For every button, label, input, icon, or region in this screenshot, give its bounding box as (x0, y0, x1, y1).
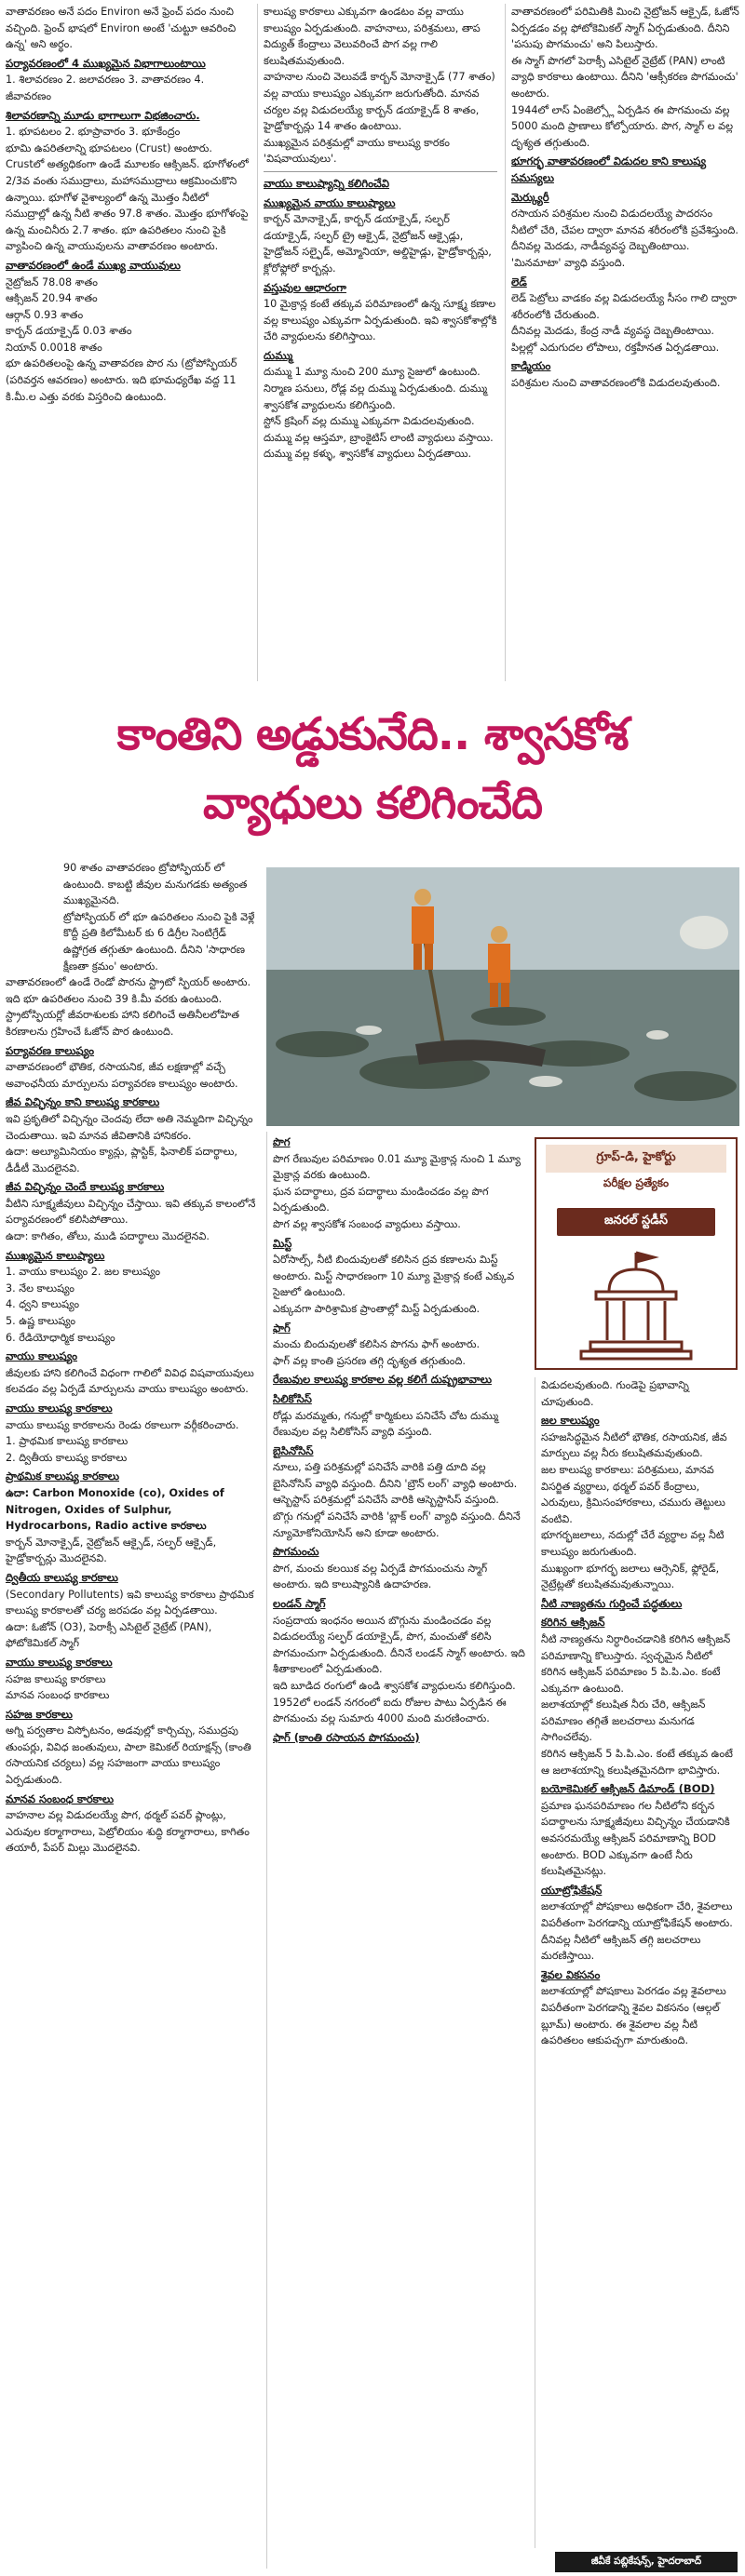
section-heading: జీవ విచ్ఛిన్నం చెందే కాలుష్య కారకాలు (6, 1180, 165, 1194)
body-paragraph: సహజసిద్ధమైన నీటిలో భౌతిక, రసాయనిక, జీవ మార్పులు వల్ల నీరు కలుషితమవుతుంది. (541, 1430, 727, 1460)
body-paragraph: దీనివల్ల నీటిలో ఆక్సిజన్ తగ్గి జలచరాలు మరణిస్తాయి. (541, 1933, 701, 1963)
body-paragraph: ముఖ్యమైన పరిశ్రమల్లో వాయు కాలుష్య కారకం 'విషవాయువులు'. (264, 136, 450, 166)
body-paragraph: రసాయన పరిశ్రమల నుంచి విడుదలయ్యే పాదరసం నీటిలో చేరి, చేపల ద్వారా మానవ శరీరంలోకి ప్రవేశిస్తుంది. దీనివల్ల మెదడు, నాడీవ్యవస్థ దెబ్బతింటాయి. 'మినమాటా' వ్యాధి వస్తుంది. (511, 208, 738, 269)
section-heading: ముఖ్యమైన కాలుష్యాలు (6, 1248, 105, 1262)
body-paragraph: నూలు, పత్తి పరిశ్రమల్లో పనిచేసే వారికి పత్తి దూది వల్ల బైసినోసిస్ వ్యాధి వస్తుంది. దీనిని 'బ్రౌన్ లంగ్' వ్యాధి అంటారు. (273, 1461, 518, 1490)
body-paragraph: ఘన పదార్థాలు, ద్రవ పదార్థాలు మండించడం వల్ల పొగ ఏర్పడుతుంది. (273, 1185, 489, 1214)
body-paragraph: జలాశయాల్లో పోషకాలు అధికంగా చేరి, శైవలాలు విపరీతంగా పెరగడాన్ని యూట్రోఫికేషన్ అంటారు. (541, 1900, 733, 1929)
headline-line-1: కాంతిని అడ్డుకునేది.. శ్వాసకోశ (116, 708, 629, 760)
list-item: సహజ కాలుష్య కారకాలు మానవ సంబంధ కారకాలు (6, 1672, 110, 1702)
section-heading: శైవల వికసనం (541, 1967, 601, 1981)
section-heading: లండన్ స్మాగ్ (273, 1597, 326, 1611)
gas-list: నైట్రోజన్ 78.08 శాతం ఆక్సిజన్ 20.94 శాతం ఆర్గాన్ 0.93 శాతం కార్బన్ డయాక్సైడ్ 0.03 శాతం నియాన్ 0.0018 శాతం (6, 275, 132, 354)
body-paragraph: రోడ్లు మరమ్మతు, గనుల్లో కార్మికులు పనిచేసే చోట దుమ్ము రేణువుల వల్ల సిలికోసిస్ వ్యాధి వస్తుంది. (273, 1409, 499, 1439)
intro-paragraph: వాతావరణం అనే పదం Environ అనే ఫ్రెంచ్ పదం నుంచి వచ్చింది. ఫ్రెంచ్ భాషలో Environ అంటే 'చుట్టూ ఆవరించి ఉన్న' అని అర్థం. (6, 6, 237, 51)
example-text: ఉదా: కాగితం, తోలు, ముడి పదార్థాలు మొదలైనవి. (6, 1230, 210, 1243)
body-paragraph: జలాశయాల్లో పోషకాలు పెరగడం వల్ల శైవలాలు విపరీతంగా పెరగడాన్ని శైవల వికసనం (ఆల్గల్ బ్లూమ్) అంటారు. ఈ శైవలాల వల్ల నీటి ఉపరితలం ఆకుపచ్చగా మారుతుంది. (541, 1985, 726, 2047)
topic-box-line-3: జనరల్ స్టడీస్ (557, 1208, 715, 1236)
body-paragraph: 1952లో లండన్ నగరంలో ఐదు రోజుల పాటు ఏర్పడిన ఈ పొగమంచు వల్ల సుమారు 4000 మంది మరణించారు. (273, 1696, 507, 1725)
top-column-1 (6, 4, 250, 681)
body-paragraph: పొగ వల్ల శ్వాసకోశ సంబంధ వ్యాధులు వస్తాయి. (273, 1217, 461, 1230)
bottom-column-2 (266, 1132, 527, 2569)
body-paragraph: వాతావరణంలో భౌతిక, రసాయనిక, జీవ లక్షణాల్లో వచ్చే అవాంఛనీయ మార్పులను పర్యావరణ కాలుష్యం అంటారు. (6, 1061, 238, 1090)
section-heading: నీటి నాణ్యతను గుర్తించే పద్ధతులు (541, 1596, 683, 1610)
example-text: ఉదా: Carbon Monoxide (co), Oxides of Nitrogen, Oxides of Sulphur, Hydrocarbons, Radio active కారకాలు (6, 1486, 224, 1533)
section-heading: శిలావరణాన్ని మూడు భాగాలుగా విభజించారు. (6, 108, 200, 122)
section-heading: వాయు కాలుష్య కారకాలు (6, 1402, 113, 1415)
body-paragraph: విడుదలవుతుంది. గుండెపై ప్రభావాన్ని చూపుతుంది. (541, 1379, 689, 1408)
section-heading: పర్యావరణంలో 4 ముఖ్యమైన విభాగాలుంటాయి (6, 56, 206, 70)
body-paragraph: భూ ఉపరితలంపై ఉన్న వాతావరణ పొర ను (ట్రోపోస్ఫియర్ (పరివర్తన ఆవరణం) అంటారు. ఇది భూమధ్యరేఖ వద్ద 11 కి.మీ.ల ఎత్తు వరకు విస్తరించి ఉంటుంది. (6, 357, 237, 403)
section-heading: ముఖ్యమైన వాయు కాలుష్యాలు (264, 195, 396, 209)
body-paragraph: జల కాలుష్య కారకాలు: పరిశ్రమలు, మానవ విసర్జిత వ్యర్థాలు, థర్మల్ పవర్ కేంద్రాలు, ఎరువులు, క్రిమిసంహారకాలు, చమురు తెట్టులు వంటివి. (541, 1463, 725, 1525)
body-paragraph: లెడ్ పెట్రోలు వాడకం వల్ల విడుదలయ్యే సీసం గాలి ద్వారా శరీరంలోకి చేరుతుంది. (511, 292, 737, 321)
body-paragraph: నీటి నాణ్యతను నిర్ధారించడానికి కరిగిన ఆక్సిజన్ పరిమాణాన్ని కొలుస్తారు. స్వచ్ఛమైన నీటిలో కరిగిన ఆక్సిజన్ పరిమాణం 5 పి.పి.ఎం. కంటే ఎక్కువగా ఉంటుంది. (541, 1632, 731, 1695)
body-paragraph: భూగర్భజలాలు, నదుల్లో చేరే వ్యర్థాల వల్ల నీటి కాలుష్యం జరుగుతుంది. (541, 1529, 725, 1558)
section-heading: సహజ కారకాలు (6, 1707, 73, 1721)
body-paragraph: భూమి ఉపరితలాన్ని భూపటలం (Crust) అంటారు. Crustలో అత్యధికంగా ఉండే మూలకం ఆక్సిజన్. భూగోళంలో 2/3వ వంతు సముద్రాలు, మహాసముద్రాలు ఆక్రమించుకొని ఉన్నాయి. భూగోళ వైశాల్యంలో ఉన్న మొత్తం నీటిలో సముద్రాల్లో ఉన్న నీటి శాతం 97.8 శాతం. మొత్తం భూగోళంపై ఉన్న మంచినీరు 2.7 శాతం. భూ ఉపరితలం నుంచి పైకి వ్యాపించి ఉన్న వాయువులను వాతావరణం అంటారు. (6, 141, 249, 253)
body-paragraph: వాతావరణంలో పరిమితికి మించి నైట్రోజన్ ఆక్సైడ్, ఓజోన్ ఏర్పడడం వల్ల ఫోటోకెమికల్ స్మాగ్ ఏర్పడుతుంది. దీనిని 'పసుపు పొగమంచు' అని పిలుస్తారు. (511, 6, 739, 51)
section-heading: మిస్ట్ (273, 1236, 292, 1250)
body-paragraph: ఎక్కువగా పారిశ్రామిక ప్రాంతాల్లో మిస్ట్ ఏర్పడుతుంది. (273, 1302, 481, 1315)
photo-illustration (266, 867, 739, 1126)
body-paragraph: ముఖ్యంగా భూగర్భ జలాలు ఆర్సెనిక్, ఫ్లోరైడ్, నైట్రేట్లతో కలుషితమవుతున్నాయి. (541, 1562, 720, 1591)
body-paragraph: వాహనాల వల్ల విడుదలయ్యే పొగ, థర్మల్ పవర్ ప్లాంట్లు, ఎరువుల కర్మాగారాలు, పెట్రోలియం శుద్ధి కర్మాగారాలు, కాగితం తయారీ, పేపర్ మిల్లు మొదలైనవి. (6, 1809, 250, 1855)
body-paragraph: వాహనాల నుంచి వెలువడే కార్బన్ మోనాక్సైడ్ (77 శాతం) వల్ల వాయు కాలుష్యం ఎక్కువగా జరుగుతోంది. మానవ చర్యల వల్ల విడుదలయ్యే కార్బన్ డయాక్సైడ్ 8 శాతం, హైడ్రోకార్బన్లు 14 శాతం ఉంటాయి. (264, 71, 495, 133)
bottom-column-1 (6, 860, 259, 2569)
body-paragraph: పొగ, మంచు కలయిక వల్ల ఏర్పడే పొగమంచును స్మాగ్ అంటారు. ఇది కాలుష్యానికి ఉదాహరణ. (273, 1562, 488, 1591)
headline-line-2: వ్యాధులు కలిగించేది (202, 777, 543, 829)
body-paragraph: జలాశయాల్లో కలుషిత నీరు చేరి, ఆక్సిజన్ పరిమాణం తగ్గితే జలచరాలు మనుగడ సాగించలేవు. (541, 1698, 706, 1744)
body-paragraph: సంప్రదాయ ఇంధనం అయిన బొగ్గును మండించడం వల్ల విడుదలయ్యే సల్ఫర్ డయాక్సైడ్, పొగ, మంచుతో కలిసి పొగమంచుగా ఏర్పడుతుంది. దీనినే లండన్ స్మాగ్ అంటారు. ఇది శీతాకాలంలో ఏర్పడుతుంది. (273, 1614, 525, 1676)
body-paragraph: ఆస్బెస్టాస్ పరిశ్రమల్లో పనిచేసే వారికి ఆస్బెస్టాసిస్ వస్తుంది. (273, 1494, 499, 1507)
section-heading: ఫాగ్ (కాంతి రసాయన పొగమంచు) (273, 1730, 420, 1744)
section-heading: సిలికోసిస్ (273, 1391, 312, 1405)
body-paragraph: కార్బన్ మోనాక్సైడ్, నైట్రోజన్ ఆక్సైడ్, సల్ఫర్ ఆక్సైడ్, హైడ్రోకార్బన్లు మొదలైనవి. (6, 1536, 217, 1565)
body-paragraph: వీటిని సూక్ష్మజీవులు విచ్ఛిన్నం చేస్తాయి. ఇవి తక్కువ కాలంలోనే పర్యావరణంలో కలిసిపోతాయి. (6, 1197, 256, 1227)
body-paragraph: ట్రోపోస్ఫియర్ లో భూ ఉపరితలం నుంచి పైకి వెళ్లే కొద్దీ ప్రతి కిలోమీటర్ కు 6 డిగ్రీల సెంటిగ్రేడ్ ఉష్ణోగ్రత తగ్గుతూ ఉంటుంది. దీనిని 'సాధారణ క్షీణతా క్రమం' అంటారు. (63, 910, 255, 973)
pollution-type-list: 1. వాయు కాలుష్యం 2. జల కాలుష్యం 3. నేల కాలుష్యం 4. ధ్వని కాలుష్యం 5. ఉష్ణ కాలుష్యం 6. రేడియోధార్మిక కాలుష్యం (6, 1266, 161, 1344)
body-paragraph: మంచు బిందువులతో కలిసిన పొగను ఫాగ్ అంటారు. (273, 1338, 481, 1351)
body-paragraph: 1944లో లాస్ ఏంజెల్స్లో ఏర్పడిన ఈ పొగమంచు వల్ల 5000 మంది ప్రాణాలు కోల్పోయారు. పొగ, స్మాగ్ ల వల్ల దృశ్యత తగ్గుతుంది. (511, 103, 734, 149)
section-heading: ద్వితీయ కాలుష్య కారకాలు (6, 1570, 118, 1584)
body-paragraph: స్టోన్ క్రషింగ్ వల్ల దుమ్ము ఎక్కువగా విడుదలవుతుంది. దుమ్ము వల్ల ఆస్తమా, బ్రాంకైటిస్ లాంటి వ్యాధులు వస్తాయి. (264, 415, 494, 444)
body-paragraph: కరిగిన ఆక్సిజన్ 5 పి.పి.ఎం. కంటే తక్కువ ఉంటే ఆ జలాశయాన్ని కలుషితమైనదిగా భావిస్తారు. (541, 1748, 733, 1777)
body-paragraph: పొగ రేణువుల పరిమాణం 0.01 మ్యూ మైక్రాన్ల నుంచి 1 మ్యూ మైక్రాన్ల వరకు ఉంటుంది. (273, 1152, 522, 1182)
topic-box-line-2: పరీక్షల ప్రత్యేకం (603, 1176, 670, 1189)
body-paragraph: అగ్ని పర్వతాల విస్ఫోటనం, అడవుల్లో కార్చిచ్చు, సముద్రపు తుంపర్లు, వివిధ జంతువులు, పాలా కెమికల్ రియాక్షన్స్ (కాంతి రసాయనిక చర్యలు) వల్ల సహజంగా వాయు కాలుష్యం ఏర్పడుతుంది. (6, 1724, 251, 1787)
section-heading: ప్రాథమిక కాలుష్య కారకాలు (6, 1469, 119, 1483)
publisher-credit: జీవీకే పబ్లికేషన్స్, హైదరాబాద్ (555, 2552, 738, 2572)
headline (0, 691, 745, 847)
section-heading: యూట్రోఫికేషన్ (541, 1883, 603, 1897)
section-heading: వస్తువుల ఆధారంగా (264, 280, 346, 294)
topic-box (535, 1137, 738, 1370)
body-paragraph: ఏరోసాల్స్, నీటి బిందువులతో కలిసిన ద్రవ కణాలను మిస్ట్ అంటారు. మిస్ట్ సాధారణంగా 10 మ్యూ మైక్రాన్ల కంటే ఎక్కువ సైజులో ఉంటుంది. (273, 1254, 515, 1299)
section-heading: పర్యావరణ కాలుష్యం (6, 1043, 95, 1057)
body-paragraph: దీనివల్ల మెదడు, కేంద్ర నాడీ వ్యవస్థ దెబ్బతింటాయి. పిల్లల్లో ఎదుగుదల లోపాలు, రక్తహీనత ఏర్పడతాయి. (511, 325, 720, 354)
section-heading: పొగ (273, 1135, 291, 1148)
body-paragraph: ఇవి ప్రకృతిలో విచ్ఛిన్నం చెందవు లేదా అతి నెమ్మదిగా విచ్ఛిన్నం చెందుతాయి. ఇవి మానవ జీవితానికి హానికరం. (6, 1112, 253, 1142)
section-heading: కాడ్మియం (511, 359, 551, 373)
section-heading: రేణువుల కాలుష్య కారకాల వల్ల కలిగే దుష్ప్రభావాలు (273, 1373, 492, 1387)
body-paragraph: కాలుష్య కారకాలు ఎక్కువగా ఉండటం వల్ల వాయు కాలుష్యం ఏర్పడుతుంది. వాహనాలు, పరిశ్రమలు, తాప విద్యుత్ కేంద్రాలు వెలువరించే పొగ వల్ల గాలి కలుషితమవుతుంది. (264, 6, 481, 67)
section-heading: ఫాగ్ (273, 1321, 291, 1335)
body-paragraph: 90 శాతం వాతావరణం ట్రోపోస్ఫియర్ లో ఉంటుంది. కాబట్టి జీవుల మనుగడకు అత్యంత ముఖ్యమైనది. (63, 862, 248, 907)
section-heading: బైసినోసిస్ (273, 1443, 314, 1457)
topic-box-line-1: గ్రూప్-డి, హైకోర్టు (546, 1145, 726, 1173)
body-paragraph: బొగ్గు గనుల్లో పనిచేసే వారికి 'బ్లాక్ లంగ్' వ్యాధి వస్తుంది. దీనినే న్యూమోకోనియోసిస్ అని కూడా అంటారు. (273, 1510, 521, 1539)
section-heading: వాతావరణంలో ఉండే ముఖ్య వాయువులు (6, 258, 181, 272)
section-heading: బయోకెమికల్ ఆక్సిజన్ డిమాండ్ (BOD) (541, 1782, 715, 1796)
body-paragraph: ఈ స్మాగ్ పొగలో పెరాక్సీ ఎసిటైల్ నైట్రేట్ (PAN) లాంటి వ్యాధి కారకాలు ఉంటాయి. దీనిని 'ఆక్సీకరణ పొగమంచు' అంటారు. (511, 54, 738, 100)
section-heading: పొగమంచు (273, 1545, 319, 1559)
body-paragraph: పరిశ్రమల నుంచి వాతావరణంలోకి విడుదలవుతుంది. (511, 377, 721, 390)
example-text: ఉదా: ఓజోన్ (O3), పెరాక్సీ ఎసిటైల్ నైట్రేట్ (PAN), ఫోటోకెమికల్ స్మాగ్ (6, 1620, 212, 1650)
body-paragraph: దుమ్ము వల్ల కళ్ళు, శ్వాసకోశ వ్యాధులు ఏర్పడతాయి. (264, 448, 472, 461)
top-column-2 (257, 4, 497, 681)
section-heading: లెడ్ (511, 275, 527, 288)
top-column-3 (505, 4, 739, 681)
government-building-icon (574, 1249, 698, 1362)
section-heading: వాయు కాలుష్య కారకాలు (6, 1655, 113, 1669)
body-paragraph: ప్రమాణ ఘనపరిమాణం గల నీటిలోని కర్బన పదార్థాలను సూక్ష్మజీవులు విచ్ఛిన్నం చేయడానికి అవసరమయ్యే ఆక్సిజన్ పరిమాణాన్ని BOD అంటారు. BOD ఎక్కువగా ఉంటే నీరు కలుషితమైనట్లు. (541, 1799, 730, 1878)
section-heading: దుమ్ము (264, 348, 293, 362)
bottom-column-3 (535, 1377, 739, 2548)
list-item: 1. ప్రాథమిక కాలుష్య కారకాలు 2. ద్వితీయ కాలుష్య కారకాలు (6, 1435, 129, 1464)
section-heading: జీవ విచ్ఛిన్నం కాని కాలుష్య కారకాలు (6, 1095, 160, 1109)
body-paragraph: కార్బన్ మోనాక్సైడ్, కార్బన్ డయాక్సైడ్, సల్ఫర్ డయాక్సైడ్, సల్ఫర్ ట్రై ఆక్సైడ్, నైట్రోజన్ ఆక్సైడ్లు, హైడ్రోజన్ సల్ఫైడ్, అమ్మోనియా, అల్డిహైడ్లు, హైడ్రోకార్బన్లు, క్లోరోఫ్లోరో కార్బన్లు. (264, 213, 492, 275)
body-paragraph: ఫాగ్ వల్ల కాంతి ప్రసరణ తగ్గి దృశ్యత తగ్గుతుంది. (273, 1354, 466, 1367)
section-heading: కరిగిన ఆక్సిజన్ (541, 1616, 605, 1630)
section-heading: వాయు కాలుష్యాన్ని కలిగించేవి (264, 176, 390, 190)
section-heading: భూగర్భ వాతావరణంలో విడుదల కాని కాలుష్య సమస్యలు (511, 154, 707, 184)
body-paragraph: వాయు కాలుష్య కారకాలను రెండు రకాలుగా వర్గీకరించారు. (6, 1418, 239, 1431)
list-item: 1. శిలావరణం 2. జలావరణం 3. వాతావరణం 4. జీవావరణం (6, 74, 205, 102)
body-paragraph: 10 మైక్రాన్ల కంటే తక్కువ పరిమాణంలో ఉన్న సూక్ష్మ కణాల వల్ల కాలుష్యం ఎక్కువగా ఏర్పడుతుంది. ఇవి శ్వాసకోశాల్లోకి చేరి వ్యాధులను కలిగిస్తాయి. (264, 298, 497, 343)
body-paragraph: జీవులకు హాని కలిగించే విధంగా గాలిలో వివిధ విషవాయువులు కలవడం వల్ల ఏర్పడే మార్పులను వాయు కాలుష్యం అంటారు. (6, 1366, 254, 1396)
section-heading: మెర్క్యురీ (511, 190, 549, 204)
lake-cleanup-photo (266, 867, 739, 1126)
body-paragraph: (Secondary Pollutents) ఇవి కాలుష్య కారకాలు ప్రాథమిక కాలుష్య కారకాలతో చర్య జరపడం వల్ల ఏర్పడతాయి. (6, 1588, 254, 1617)
list-item: 1. భూపటలం 2. భూప్రావారం 3. భూకేంద్రం (6, 126, 181, 139)
section-heading: వాయు కాలుష్యం (6, 1349, 77, 1363)
section-heading: మానవ సంబంధ కారకాలు (6, 1791, 115, 1805)
example-text: ఉదా: అల్యూమినియం క్యాన్లు, ప్లాస్టిక్, ఫినాలిక్ పదార్థాలు, డీడీటీ మొదలైనవి. (6, 1146, 237, 1174)
body-paragraph: వాతావరణంలో ఉండే రెండో పొరను స్ట్రాటో స్ఫియర్ అంటారు. ఇది భూ ఉపరితలం నుంచి 39 కి.మీ వరకు ఉంటుంది. స్ట్రాటోస్ఫియర్లో జీవరాశులకు హాని కలిగించే అతినీలలోహిత కిరణాలను గ్రహించే ఓజోన్ పొర ఉంటుంది. (6, 976, 251, 1038)
section-heading: జల కాలుష్యం (541, 1414, 600, 1428)
body-paragraph: దుమ్ము 1 మ్యూ నుంచి 200 మ్యూ సైజులో ఉంటుంది. నిర్మాణ పనులు, రోడ్ల వల్ల దుమ్ము ఏర్పడుతుంది. దుమ్ము శ్వాసకోశ వ్యాధులను కలిగిస్తుంది. (264, 366, 488, 411)
body-paragraph: ఇది బూడిద రంగులో ఉండి శ్వాసకోశ వ్యాధులను కలిగిస్తుంది. (273, 1680, 516, 1692)
